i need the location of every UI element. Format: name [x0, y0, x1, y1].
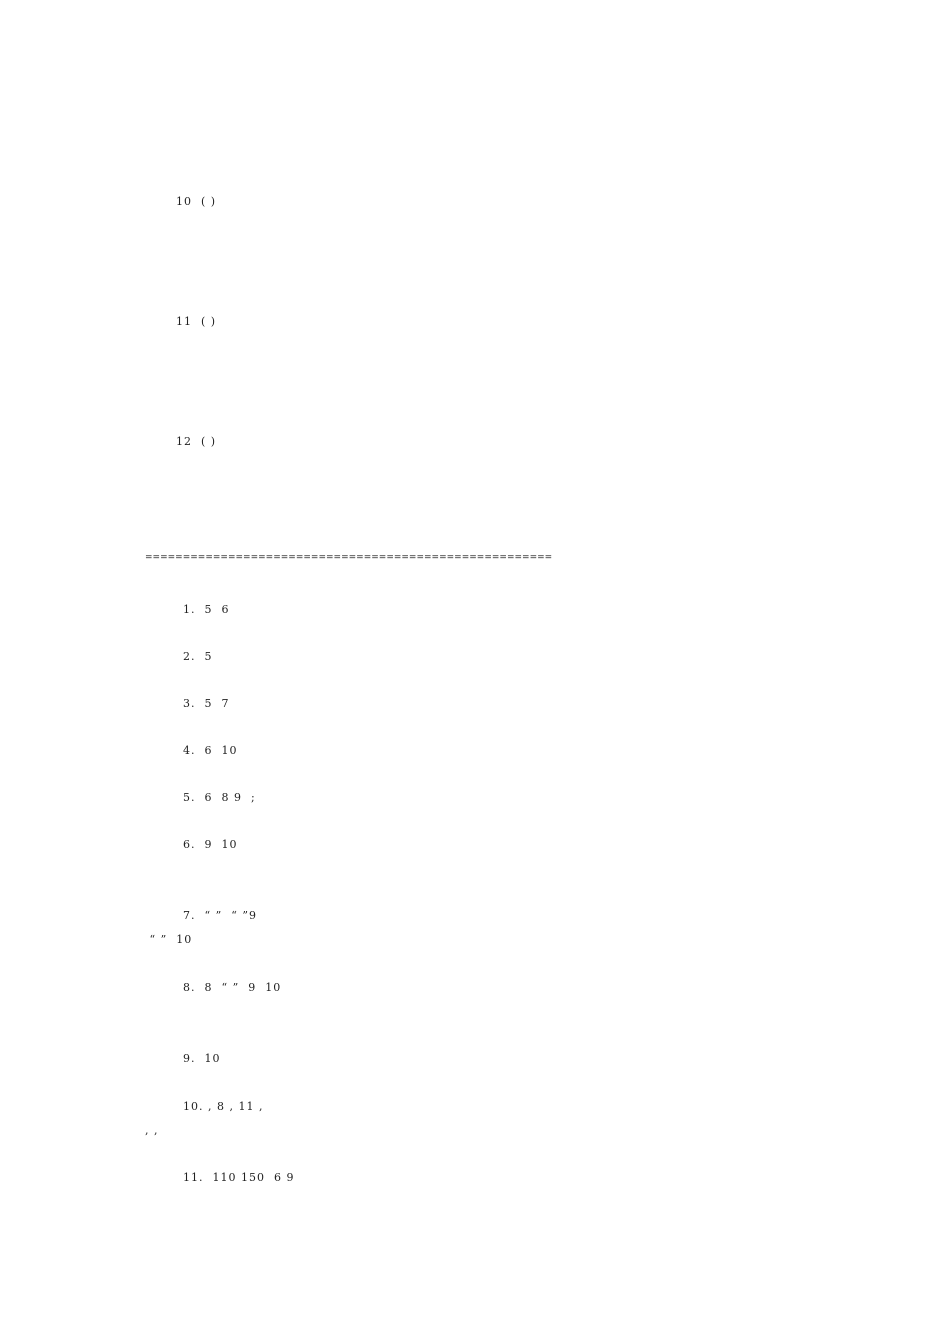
text-line: 12 ( ) — [176, 435, 217, 448]
text-line — [145, 125, 203, 139]
text-line: 6. 9 10 — [183, 838, 242, 851]
text-line — [176, 484, 234, 498]
text-line — [145, 508, 181, 522]
text-line: 10. , 8 , 11 , — [183, 1100, 264, 1113]
text-line: 11 ( ) — [176, 315, 217, 328]
text-line — [145, 150, 154, 164]
text-line — [176, 244, 243, 258]
text-line: 3. 5 7 — [183, 697, 234, 710]
text-line: 10 ( ) — [176, 195, 217, 208]
text-line: “ ” 10 — [145, 933, 197, 946]
text-line: 4. 6 10 — [183, 744, 242, 757]
text-line — [176, 364, 243, 378]
text-line — [145, 268, 194, 282]
text-line: , , — [145, 1124, 159, 1137]
text-line: 1. 5 6 — [183, 603, 234, 616]
text-line: 5. 6 8 9 ; — [183, 791, 256, 804]
section-divider: ====================================================== — [145, 553, 553, 563]
text-line: 2. 5 — [183, 650, 217, 663]
text-line: 11. 110 150 6 9 — [183, 1171, 299, 1184]
text-line: 7. “ ” “ ”9 — [183, 909, 257, 922]
text-line: 8. 8 “ ” 9 10 — [183, 981, 282, 994]
text-line: 9. 10 — [183, 1052, 225, 1065]
text-line — [145, 388, 199, 402]
